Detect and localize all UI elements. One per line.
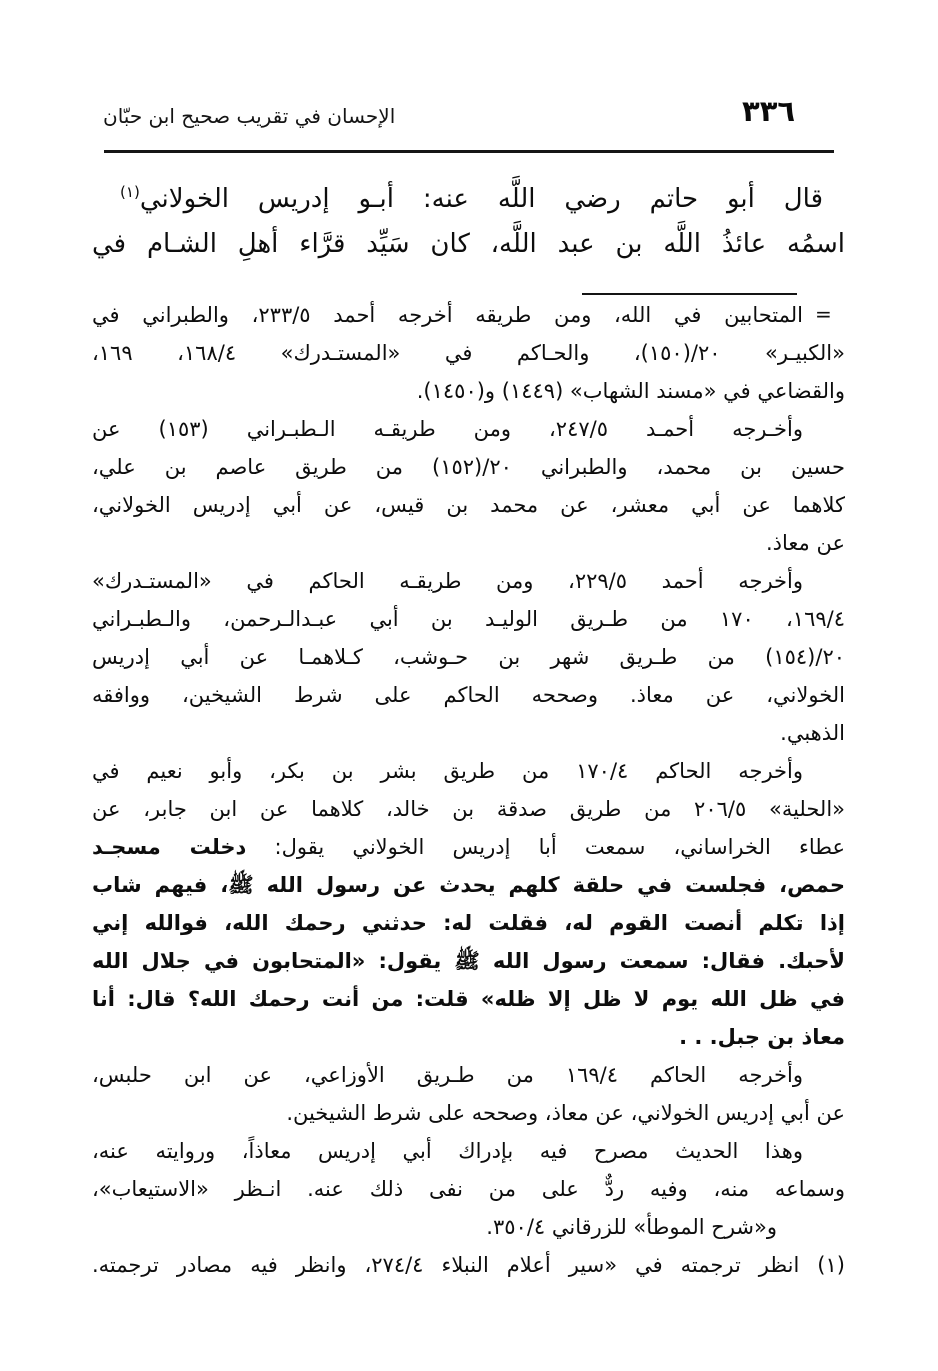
text-line — [92, 1018, 845, 1056]
line-text: (١) انظر ترجمته في «سير أعلام النبلاء ٢٧٤/٤، وانظر فيه مصادر ترجمته. — [92, 1253, 845, 1277]
line-text: إذا تكلم أنصت القوم له، فقلت له: حدثني رحمك الله، فوالله إني — [92, 911, 845, 935]
text-line — [92, 1170, 845, 1208]
book-header-title: الإحسان في تقريب صحيح ابن حبّان — [103, 104, 396, 128]
text-line — [92, 1208, 845, 1246]
text-line — [92, 676, 845, 714]
line-text: اسمُه عائذُ اللَّه بن عبد اللَّه، كان سَيِّد قرَّاء أهلِ الشـام في — [92, 229, 845, 259]
text-line — [92, 1094, 845, 1132]
text-line — [92, 524, 845, 562]
footnote-reference: (١) — [120, 183, 140, 201]
line-text: وأخرجه أحمد ٢٢٩/٥، ومن طريقـه الحاكم في «المستـدرك» — [92, 569, 803, 593]
text-line — [92, 866, 845, 904]
text-line — [92, 752, 845, 790]
text-line — [92, 638, 845, 676]
text-line — [92, 296, 845, 334]
line-text: المتحابين في الله، ومن طريقه أخرجه أحمد ٢٣٣/٥، والطبراني في — [92, 303, 803, 327]
line-text: قال أبو حاتم رضي اللَّه عنه: أبـو إدريس الخولاني — [139, 184, 823, 214]
line-text: ٢٠/(١٥٤) من طـريق شهر بن حـوشب، كـلاهمـا عن أبي إدريس — [92, 645, 845, 669]
line-text: عن معاذ. — [766, 531, 845, 555]
line-text-bold: دخلت مسجـد — [92, 835, 247, 859]
footnote-separator-rule — [582, 293, 797, 295]
text-line — [92, 942, 845, 980]
text-line — [92, 334, 845, 372]
line-text: كلاهما عن أبي معشر، عن محمد بن قيس، عن أبي إدريس الخولاني، — [92, 493, 845, 517]
text-line — [92, 1132, 845, 1170]
line-text: حسين بن محمد، والطبراني ٢٠/(١٥٢) من طريق عاصم بن علي، — [92, 455, 846, 479]
line-text: معاذ بن جبل. . . — [679, 1025, 845, 1049]
page-number: ٣٣٦ — [742, 94, 796, 128]
text-line — [92, 562, 845, 600]
text-line — [92, 486, 845, 524]
line-text: وأخرجه الحاكم ١٧٠/٤ من طريق بشر بن بكر، وأبو نعيم في — [92, 759, 804, 783]
main-text-block — [92, 166, 845, 270]
line-text: وأخرجه الحاكم ١٦٩/٤ من طـريق الأوزاعي، عن ابن حلبس، — [92, 1063, 804, 1087]
text-line — [92, 166, 845, 218]
text-line — [92, 218, 845, 270]
text-line — [92, 600, 845, 638]
line-text: وسماعه منه، وفيه ردٌّ على من نفى ذلك عنه. انـظر «الاستيعاب»، — [92, 1177, 845, 1201]
header-rule — [104, 150, 834, 153]
line-text: الخولاني، عن معاذ. وصححه الحاكم على شرط الشيخين، ووافقه — [92, 683, 845, 707]
footnote-continuation-mark: = — [815, 302, 832, 326]
text-line — [92, 714, 845, 752]
line-text: عن أبي إدريس الخولاني، عن معاذ، وصححه على شرط الشيخين. — [286, 1101, 845, 1125]
text-line — [92, 410, 845, 448]
text-line — [92, 448, 845, 486]
line-text: في ظل الله يوم لا ظل إلا ظله» قلت: من أنت رحمك الله؟ قال: أنا — [92, 987, 845, 1011]
line-text: «الحلية» ٢٠٦/٥ من طريق صدقة بن خالد، كلاهما عن ابن جابر، عن — [92, 797, 845, 821]
line-text: وهذا الحديث مصرح فيه بإدراك أبي إدريس معاذاً، وروايته عنه، — [92, 1139, 803, 1163]
text-line — [92, 980, 845, 1018]
line-text: عطاء الخراساني، سمعت أبا إدريس الخولاني يقول: — [246, 835, 845, 859]
line-text: حمص، فجلست في حلقة كلهم يحدث عن رسول الله ﷺ، فيهم شاب — [92, 873, 845, 897]
text-line — [92, 828, 845, 866]
text-line — [92, 372, 845, 410]
text-line — [92, 1056, 845, 1094]
line-text: ١٦٩/٤، ١٧٠ من طـريق الوليـد بن أبي عبـدالـرحمن، والـطبـراني — [92, 607, 845, 631]
text-line — [92, 904, 845, 942]
text-line — [92, 1246, 845, 1284]
line-text: و«شرح الموطأ» للزرقاني ٣٥٠/٤. — [486, 1215, 777, 1239]
line-text: «الكبيـر» ٢٠/(١٥٠)، والحـاكم في «المستـدرك» ١٦٨/٤، ١٦٩، — [92, 341, 845, 365]
text-line — [92, 790, 845, 828]
line-text: الذهبي. — [780, 721, 845, 745]
footnote-block — [92, 296, 845, 1284]
line-text: والقضاعي في «مسند الشهاب» (١٤٤٩) و(١٤٥٠). — [416, 379, 845, 403]
line-text: وأخـرجه أحمـد ٢٤٧/٥، ومن طريقـه الـطبـراني (١٥٣) عن — [92, 417, 803, 441]
line-text: لأحبك. فقال: سمعت رسول الله ﷺ يقول: «المتحابون في جلال الله — [92, 949, 845, 973]
